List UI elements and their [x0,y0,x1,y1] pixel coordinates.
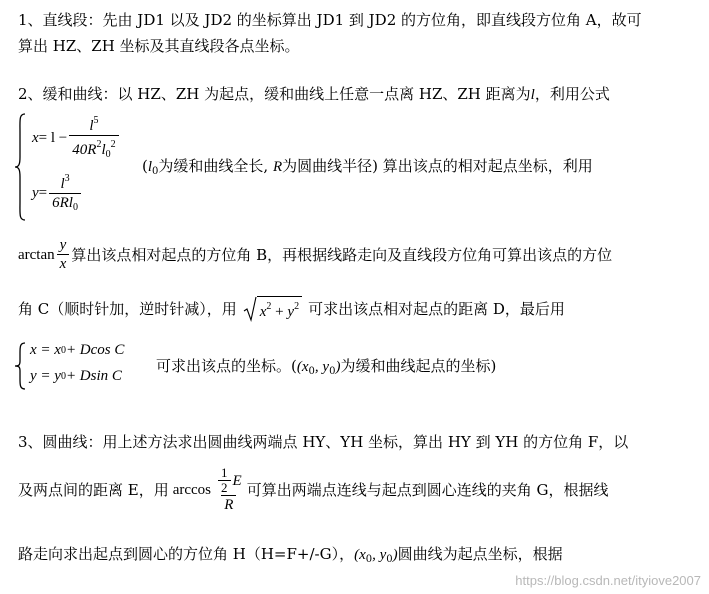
section3-line1: 3、圆曲线：用上述方法求出圆曲线两端点 HY、YH 坐标，算出 HY 到 YH 的方位角 F，以 [18,433,629,451]
eq-x-num-exp: 5 [93,115,99,126]
eq2-y-rest: + Dsin C [65,368,122,384]
left-brace-1 [14,112,28,222]
note-open: ( [142,157,148,175]
section2-line4-b: 可求出该点相对起点的距离 D，最后用 [308,300,565,318]
section3-line2-b: 可算出两端点连线与起点到圆心连线的夹角 G，根据线 [246,481,609,499]
left-brace-2 [14,341,28,391]
eq-x-den-l: l [101,142,106,158]
sqrt-expression [243,296,302,322]
section2-var-l: l [530,87,535,103]
half-fraction [218,466,231,495]
line3-sub2: 0 [386,554,393,565]
eq-x-num: l [89,118,94,134]
line3-mid: , y [372,547,387,563]
section1-line1: 1、直线段：先由 JD1 以及 JD2 的坐标算出 JD1 到 JD2 的方位角，即直线段方位角 A，故可 [18,11,642,29]
section3-line3 [18,544,563,570]
line5-coord-sub1: 0 [308,366,315,377]
section3-line2-a: 及两点间的距离 E，用 [18,481,169,499]
eq-x-mid: = l − [38,129,68,146]
arctan-den: x [57,254,70,273]
section3-line2 [18,466,608,514]
section3-line3-b: 圆曲线为起点坐标，根据 [397,545,563,563]
section2-line1 [18,84,610,105]
arccos-label: arccos [172,482,212,498]
eq2-y: y = y [30,368,61,384]
note-R: R [272,159,283,175]
eq-x-fraction [69,112,118,164]
sqrt-y-exp: 2 [294,301,300,312]
note-mid: 为缓和曲线全长, [158,157,273,175]
arctan-label: arctan [18,246,55,263]
eq-y-den-sub: 0 [72,202,78,213]
section2-line4 [18,296,565,322]
watermark: https://blog.csdn.net/ityiove2007 [515,573,701,588]
eq-y-lhs: y [32,185,39,201]
line5-coord-end: ) [335,359,341,375]
eq2-x: x = x [30,342,61,358]
eq2-y-sub: 0 [60,371,66,382]
note-tail: 算出该点的相对起点坐标，利用 [377,157,593,175]
note-l: l [147,159,153,175]
line3-sub1: 0 [365,554,373,565]
eq-x-den-exp: 2 [96,139,102,150]
section2-line1-text: 2、缓和曲线：以 HZ、ZH 为起点，缓和曲线上任意一点离 HZ、ZH 距离为 [18,85,531,103]
section1-line2: 算出 HZ、ZH 坐标及其直线段各点坐标。 [18,37,300,55]
section2-line3-text: 算出该点相对起点的方位角 B，再根据线路走向及直线段方位角可算出该点的方位 [71,245,613,264]
eq2-x-row [30,342,124,359]
sqrt-x-exp: 2 [266,301,272,312]
sqrt-x: x [259,304,267,320]
line3-end: ) [392,547,398,563]
radical-sign-icon [243,296,257,322]
eq2-y-row [30,368,122,385]
section2-line3 [18,236,612,273]
frac-E: E [232,472,242,489]
section2-line5 [156,356,496,382]
section3-line3-a: 路走向求出起点到圆心的方位角 H（H=F+/-G）， [18,545,355,563]
eq-x-den-sub: 0 [105,149,111,160]
eq-y-row [32,170,83,217]
section2-note [142,156,593,182]
arctan-num: y [59,237,67,253]
eq-x-row [32,112,121,164]
eq2-x-sub: 0 [60,345,66,356]
line3-coord: (x [354,547,366,563]
arctan-fraction [57,236,70,273]
eq-x-den-a: 40R [72,142,97,158]
sqrt-y: y [287,304,295,320]
eq-x-den-sub-exp: 2 [110,139,116,150]
line5-coord-mid: , y [314,359,330,375]
eq2-x-rest: + Dcos C [65,342,125,358]
line5-coord-sub2: 0 [329,366,336,377]
section2-line4-a: 角 C（顺时针加，逆时针减），用 [18,300,237,318]
note-l-sub: 0 [152,166,159,177]
note-end: 为圆曲线半径) [282,157,378,175]
eq-y-mid: = [38,185,48,201]
section2-line1-end: ，利用公式 [534,85,610,103]
section2-line5-text: 可求出该点的坐标。( [156,357,297,375]
half-den: 2 [218,480,231,495]
section2-line5-tail: 为缓和曲线起点的坐标) [340,357,497,375]
eq-y-fraction [49,170,81,217]
eq-x-lhs: x [32,129,39,146]
eq-y-num-exp: 3 [64,173,70,184]
eq-y-num: l [60,176,65,192]
sqrt-plus: + [271,304,288,320]
frac-R: R [221,495,236,514]
arccos-fraction [213,466,245,514]
half-num: 1 [221,465,228,480]
eq-y-den: 6Rl [52,195,73,211]
line5-coord: (x [296,359,309,375]
